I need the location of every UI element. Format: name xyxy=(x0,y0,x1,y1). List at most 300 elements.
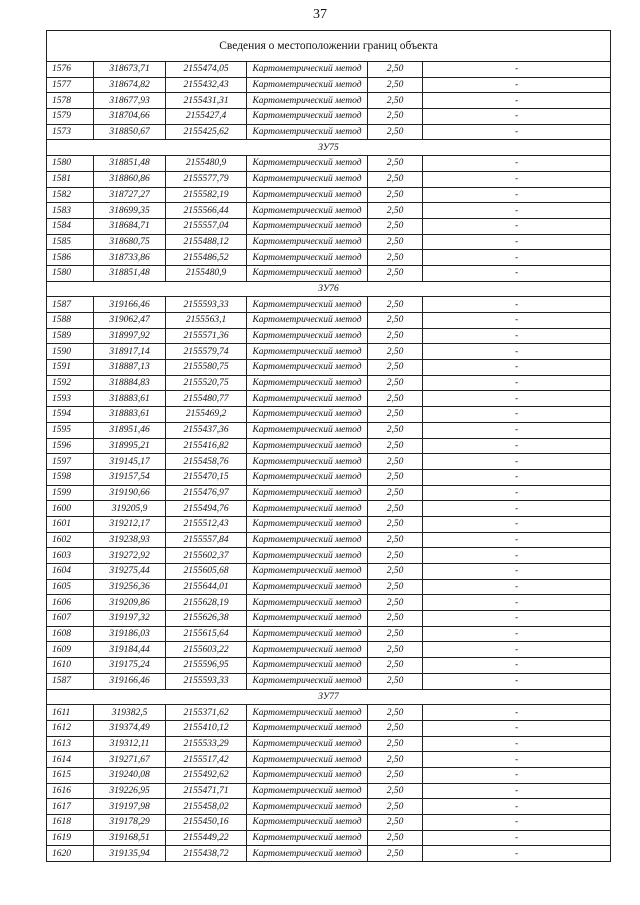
point-number-cell: 1601 xyxy=(47,516,94,532)
x-coordinate-cell: 318733,86 xyxy=(94,250,166,266)
x-coordinate-cell: 319197,98 xyxy=(94,799,166,815)
method-cell: Картометрический метод xyxy=(247,501,368,517)
method-cell: Картометрический метод xyxy=(247,109,368,125)
x-coordinate-cell: 318850,67 xyxy=(94,124,166,140)
x-coordinate-cell: 319312,11 xyxy=(94,736,166,752)
table-title: Сведения о местоположении границ объекта xyxy=(47,31,611,62)
y-coordinate-cell: 2155580,75 xyxy=(166,360,247,376)
accuracy-cell: 2,50 xyxy=(368,767,423,783)
section-header-row xyxy=(47,281,611,297)
method-cell: Картометрический метод xyxy=(247,815,368,831)
description-cell: - xyxy=(423,799,611,815)
description-cell: - xyxy=(423,234,611,250)
table-row xyxy=(47,77,611,93)
point-number-cell: 1579 xyxy=(47,109,94,125)
x-coordinate-cell: 319226,95 xyxy=(94,783,166,799)
y-coordinate-cell: 2155596,95 xyxy=(166,658,247,674)
method-cell: Картометрический метод xyxy=(247,469,368,485)
description-cell: - xyxy=(423,830,611,846)
method-cell: Картометрический метод xyxy=(247,265,368,281)
point-number-cell: 1619 xyxy=(47,830,94,846)
x-coordinate-cell: 319197,32 xyxy=(94,611,166,627)
description-cell: - xyxy=(423,705,611,721)
section-header-row xyxy=(47,689,611,705)
method-cell: Картометрический метод xyxy=(247,234,368,250)
table-row xyxy=(47,313,611,329)
description-cell: - xyxy=(423,485,611,501)
method-cell: Картометрический метод xyxy=(247,250,368,266)
point-number-cell: 1585 xyxy=(47,234,94,250)
table-row xyxy=(47,548,611,564)
method-cell: Картометрический метод xyxy=(247,595,368,611)
description-cell: - xyxy=(423,579,611,595)
point-number-cell: 1589 xyxy=(47,328,94,344)
table-row xyxy=(47,626,611,642)
y-coordinate-cell: 2155492,62 xyxy=(166,767,247,783)
description-cell: - xyxy=(423,516,611,532)
table-row xyxy=(47,767,611,783)
x-coordinate-cell: 318699,35 xyxy=(94,203,166,219)
table-row xyxy=(47,422,611,438)
point-number-cell: 1614 xyxy=(47,752,94,768)
description-cell: - xyxy=(423,783,611,799)
point-number-cell: 1586 xyxy=(47,250,94,266)
description-cell: - xyxy=(423,407,611,423)
description-cell: - xyxy=(423,752,611,768)
y-coordinate-cell: 2155557,84 xyxy=(166,532,247,548)
method-cell: Картометрический метод xyxy=(247,658,368,674)
point-number-cell: 1605 xyxy=(47,579,94,595)
x-coordinate-cell: 318704,66 xyxy=(94,109,166,125)
method-cell: Картометрический метод xyxy=(247,532,368,548)
y-coordinate-cell: 2155602,37 xyxy=(166,548,247,564)
x-coordinate-cell: 319178,29 xyxy=(94,815,166,831)
x-coordinate-cell: 318684,71 xyxy=(94,218,166,234)
accuracy-cell: 2,50 xyxy=(368,846,423,862)
section-header-row xyxy=(47,140,611,156)
table-row xyxy=(47,218,611,234)
point-number-cell: 1615 xyxy=(47,767,94,783)
accuracy-cell: 2,50 xyxy=(368,626,423,642)
method-cell: Картометрический метод xyxy=(247,611,368,627)
y-coordinate-cell: 2155474,05 xyxy=(166,62,247,78)
point-number-cell: 1618 xyxy=(47,815,94,831)
method-cell: Картометрический метод xyxy=(247,313,368,329)
table-row xyxy=(47,564,611,580)
description-cell: - xyxy=(423,454,611,470)
x-coordinate-cell: 318997,92 xyxy=(94,328,166,344)
method-cell: Картометрический метод xyxy=(247,422,368,438)
point-number-cell: 1620 xyxy=(47,846,94,862)
table-row xyxy=(47,93,611,109)
description-cell: - xyxy=(423,438,611,454)
method-cell: Картометрический метод xyxy=(247,767,368,783)
table-row xyxy=(47,736,611,752)
point-number-cell: 1611 xyxy=(47,705,94,721)
accuracy-cell: 2,50 xyxy=(368,93,423,109)
method-cell: Картометрический метод xyxy=(247,344,368,360)
method-cell: Картометрический метод xyxy=(247,218,368,234)
x-coordinate-cell: 319374,49 xyxy=(94,720,166,736)
table-row xyxy=(47,673,611,689)
point-number-cell: 1607 xyxy=(47,611,94,627)
y-coordinate-cell: 2155427,4 xyxy=(166,109,247,125)
x-coordinate-cell: 319272,92 xyxy=(94,548,166,564)
table-row xyxy=(47,532,611,548)
x-coordinate-cell: 319256,36 xyxy=(94,579,166,595)
y-coordinate-cell: 2155520,75 xyxy=(166,375,247,391)
x-coordinate-cell: 319062,47 xyxy=(94,313,166,329)
description-cell: - xyxy=(423,501,611,517)
point-number-cell: 1577 xyxy=(47,77,94,93)
accuracy-cell: 2,50 xyxy=(368,250,423,266)
y-coordinate-cell: 2155449,22 xyxy=(166,830,247,846)
accuracy-cell: 2,50 xyxy=(368,187,423,203)
table-row xyxy=(47,297,611,313)
x-coordinate-cell: 319212,17 xyxy=(94,516,166,532)
y-coordinate-cell: 2155603,22 xyxy=(166,642,247,658)
y-coordinate-cell: 2155450,16 xyxy=(166,815,247,831)
accuracy-cell: 2,50 xyxy=(368,548,423,564)
table-row xyxy=(47,516,611,532)
table-row xyxy=(47,171,611,187)
x-coordinate-cell: 319145,17 xyxy=(94,454,166,470)
description-cell: - xyxy=(423,422,611,438)
table-row xyxy=(47,391,611,407)
y-coordinate-cell: 2155593,33 xyxy=(166,673,247,689)
table-row xyxy=(47,360,611,376)
table-row xyxy=(47,705,611,721)
method-cell: Картометрический метод xyxy=(247,783,368,799)
accuracy-cell: 2,50 xyxy=(368,611,423,627)
description-cell: - xyxy=(423,595,611,611)
point-number-cell: 1587 xyxy=(47,673,94,689)
point-number-cell: 1588 xyxy=(47,313,94,329)
method-cell: Картометрический метод xyxy=(247,705,368,721)
x-coordinate-cell: 319205,9 xyxy=(94,501,166,517)
accuracy-cell: 2,50 xyxy=(368,265,423,281)
section-label: ЗУ75 xyxy=(47,140,611,156)
point-number-cell: 1581 xyxy=(47,171,94,187)
x-coordinate-cell: 318673,71 xyxy=(94,62,166,78)
accuracy-cell: 2,50 xyxy=(368,218,423,234)
y-coordinate-cell: 2155644,01 xyxy=(166,579,247,595)
accuracy-cell: 2,50 xyxy=(368,360,423,376)
y-coordinate-cell: 2155494,76 xyxy=(166,501,247,517)
method-cell: Картометрический метод xyxy=(247,626,368,642)
table-row xyxy=(47,783,611,799)
point-number-cell: 1610 xyxy=(47,658,94,674)
x-coordinate-cell: 318995,21 xyxy=(94,438,166,454)
method-cell: Картометрический метод xyxy=(247,391,368,407)
description-cell: - xyxy=(423,156,611,172)
description-cell: - xyxy=(423,187,611,203)
x-coordinate-cell: 318851,48 xyxy=(94,265,166,281)
point-number-cell: 1616 xyxy=(47,783,94,799)
method-cell: Картометрический метод xyxy=(247,203,368,219)
accuracy-cell: 2,50 xyxy=(368,422,423,438)
method-cell: Картометрический метод xyxy=(247,156,368,172)
point-number-cell: 1582 xyxy=(47,187,94,203)
x-coordinate-cell: 318883,61 xyxy=(94,391,166,407)
table-row xyxy=(47,187,611,203)
accuracy-cell: 2,50 xyxy=(368,375,423,391)
description-cell: - xyxy=(423,265,611,281)
description-cell: - xyxy=(423,720,611,736)
y-coordinate-cell: 2155517,42 xyxy=(166,752,247,768)
point-number-cell: 1591 xyxy=(47,360,94,376)
table-row xyxy=(47,846,611,862)
description-cell: - xyxy=(423,313,611,329)
method-cell: Картометрический метод xyxy=(247,438,368,454)
y-coordinate-cell: 2155577,79 xyxy=(166,171,247,187)
accuracy-cell: 2,50 xyxy=(368,313,423,329)
method-cell: Картометрический метод xyxy=(247,93,368,109)
accuracy-cell: 2,50 xyxy=(368,391,423,407)
accuracy-cell: 2,50 xyxy=(368,736,423,752)
accuracy-cell: 2,50 xyxy=(368,705,423,721)
table-row xyxy=(47,124,611,140)
description-cell: - xyxy=(423,626,611,642)
point-number-cell: 1590 xyxy=(47,344,94,360)
point-number-cell: 1578 xyxy=(47,93,94,109)
y-coordinate-cell: 2155512,43 xyxy=(166,516,247,532)
table-row xyxy=(47,62,611,78)
point-number-cell: 1604 xyxy=(47,564,94,580)
table-title-row xyxy=(47,31,611,62)
accuracy-cell: 2,50 xyxy=(368,62,423,78)
x-coordinate-cell: 318851,48 xyxy=(94,156,166,172)
x-coordinate-cell: 319186,03 xyxy=(94,626,166,642)
y-coordinate-cell: 2155486,52 xyxy=(166,250,247,266)
method-cell: Картометрический метод xyxy=(247,564,368,580)
point-number-cell: 1598 xyxy=(47,469,94,485)
accuracy-cell: 2,50 xyxy=(368,171,423,187)
accuracy-cell: 2,50 xyxy=(368,564,423,580)
y-coordinate-cell: 2155432,43 xyxy=(166,77,247,93)
table-row xyxy=(47,344,611,360)
x-coordinate-cell: 318727,27 xyxy=(94,187,166,203)
y-coordinate-cell: 2155416,82 xyxy=(166,438,247,454)
description-cell: - xyxy=(423,548,611,564)
y-coordinate-cell: 2155488,12 xyxy=(166,234,247,250)
y-coordinate-cell: 2155533,29 xyxy=(166,736,247,752)
table-row xyxy=(47,328,611,344)
accuracy-cell: 2,50 xyxy=(368,438,423,454)
point-number-cell: 1612 xyxy=(47,720,94,736)
table-row xyxy=(47,830,611,846)
method-cell: Картометрический метод xyxy=(247,720,368,736)
accuracy-cell: 2,50 xyxy=(368,673,423,689)
method-cell: Картометрический метод xyxy=(247,62,368,78)
description-cell: - xyxy=(423,564,611,580)
method-cell: Картометрический метод xyxy=(247,642,368,658)
point-number-cell: 1592 xyxy=(47,375,94,391)
page-number: 37 xyxy=(313,7,327,22)
method-cell: Картометрический метод xyxy=(247,485,368,501)
description-cell: - xyxy=(423,846,611,862)
x-coordinate-cell: 318887,13 xyxy=(94,360,166,376)
y-coordinate-cell: 2155563,1 xyxy=(166,313,247,329)
method-cell: Картометрический метод xyxy=(247,579,368,595)
point-number-cell: 1617 xyxy=(47,799,94,815)
point-number-cell: 1583 xyxy=(47,203,94,219)
accuracy-cell: 2,50 xyxy=(368,830,423,846)
x-coordinate-cell: 319209,86 xyxy=(94,595,166,611)
table-row xyxy=(47,752,611,768)
description-cell: - xyxy=(423,250,611,266)
method-cell: Картометрический метод xyxy=(247,407,368,423)
description-cell: - xyxy=(423,532,611,548)
point-number-cell: 1576 xyxy=(47,62,94,78)
method-cell: Картометрический метод xyxy=(247,360,368,376)
accuracy-cell: 2,50 xyxy=(368,642,423,658)
x-coordinate-cell: 319135,94 xyxy=(94,846,166,862)
accuracy-cell: 2,50 xyxy=(368,297,423,313)
point-number-cell: 1584 xyxy=(47,218,94,234)
accuracy-cell: 2,50 xyxy=(368,77,423,93)
x-coordinate-cell: 318860,86 xyxy=(94,171,166,187)
description-cell: - xyxy=(423,218,611,234)
x-coordinate-cell: 318680,75 xyxy=(94,234,166,250)
accuracy-cell: 2,50 xyxy=(368,109,423,125)
table-row xyxy=(47,815,611,831)
method-cell: Картометрический метод xyxy=(247,328,368,344)
description-cell: - xyxy=(423,93,611,109)
x-coordinate-cell: 318951,46 xyxy=(94,422,166,438)
description-cell: - xyxy=(423,124,611,140)
y-coordinate-cell: 2155626,38 xyxy=(166,611,247,627)
table-row xyxy=(47,109,611,125)
x-coordinate-cell: 319166,46 xyxy=(94,297,166,313)
x-coordinate-cell: 319166,46 xyxy=(94,673,166,689)
description-cell: - xyxy=(423,77,611,93)
description-cell: - xyxy=(423,297,611,313)
accuracy-cell: 2,50 xyxy=(368,595,423,611)
point-number-cell: 1599 xyxy=(47,485,94,501)
x-coordinate-cell: 319238,93 xyxy=(94,532,166,548)
method-cell: Картометрический метод xyxy=(247,454,368,470)
y-coordinate-cell: 2155410,12 xyxy=(166,720,247,736)
accuracy-cell: 2,50 xyxy=(368,720,423,736)
method-cell: Картометрический метод xyxy=(247,799,368,815)
table-row xyxy=(47,611,611,627)
y-coordinate-cell: 2155582,19 xyxy=(166,187,247,203)
x-coordinate-cell: 318917,14 xyxy=(94,344,166,360)
section-label: ЗУ77 xyxy=(47,689,611,705)
description-cell: - xyxy=(423,171,611,187)
description-cell: - xyxy=(423,375,611,391)
point-number-cell: 1595 xyxy=(47,422,94,438)
x-coordinate-cell: 319175,24 xyxy=(94,658,166,674)
method-cell: Картометрический метод xyxy=(247,77,368,93)
description-cell: - xyxy=(423,109,611,125)
point-number-cell: 1613 xyxy=(47,736,94,752)
point-number-cell: 1609 xyxy=(47,642,94,658)
table-row xyxy=(47,234,611,250)
y-coordinate-cell: 2155425,62 xyxy=(166,124,247,140)
description-cell: - xyxy=(423,736,611,752)
point-number-cell: 1597 xyxy=(47,454,94,470)
point-number-cell: 1594 xyxy=(47,407,94,423)
y-coordinate-cell: 2155566,44 xyxy=(166,203,247,219)
accuracy-cell: 2,50 xyxy=(368,328,423,344)
accuracy-cell: 2,50 xyxy=(368,234,423,250)
y-coordinate-cell: 2155458,02 xyxy=(166,799,247,815)
boundary-coordinates-table xyxy=(46,30,611,862)
x-coordinate-cell: 319275,44 xyxy=(94,564,166,580)
point-number-cell: 1580 xyxy=(47,265,94,281)
description-cell: - xyxy=(423,611,611,627)
accuracy-cell: 2,50 xyxy=(368,124,423,140)
table-row xyxy=(47,438,611,454)
point-number-cell: 1602 xyxy=(47,532,94,548)
y-coordinate-cell: 2155476,97 xyxy=(166,485,247,501)
table-row xyxy=(47,658,611,674)
method-cell: Картометрический метод xyxy=(247,846,368,862)
y-coordinate-cell: 2155431,31 xyxy=(166,93,247,109)
method-cell: Картометрический метод xyxy=(247,375,368,391)
point-number-cell: 1593 xyxy=(47,391,94,407)
table-row xyxy=(47,407,611,423)
accuracy-cell: 2,50 xyxy=(368,752,423,768)
y-coordinate-cell: 2155458,76 xyxy=(166,454,247,470)
accuracy-cell: 2,50 xyxy=(368,579,423,595)
y-coordinate-cell: 2155557,04 xyxy=(166,218,247,234)
method-cell: Картометрический метод xyxy=(247,297,368,313)
table-row xyxy=(47,265,611,281)
method-cell: Картометрический метод xyxy=(247,171,368,187)
accuracy-cell: 2,50 xyxy=(368,203,423,219)
method-cell: Картометрический метод xyxy=(247,736,368,752)
table-row xyxy=(47,375,611,391)
table-row xyxy=(47,250,611,266)
y-coordinate-cell: 2155471,71 xyxy=(166,783,247,799)
point-number-cell: 1573 xyxy=(47,124,94,140)
y-coordinate-cell: 2155469,2 xyxy=(166,407,247,423)
table-row xyxy=(47,579,611,595)
x-coordinate-cell: 319168,51 xyxy=(94,830,166,846)
table-row xyxy=(47,485,611,501)
description-cell: - xyxy=(423,328,611,344)
table-row xyxy=(47,501,611,517)
method-cell: Картометрический метод xyxy=(247,516,368,532)
point-number-cell: 1587 xyxy=(47,297,94,313)
table-row xyxy=(47,203,611,219)
table-row xyxy=(47,720,611,736)
point-number-cell: 1600 xyxy=(47,501,94,517)
y-coordinate-cell: 2155437,36 xyxy=(166,422,247,438)
y-coordinate-cell: 2155615,64 xyxy=(166,626,247,642)
table-row xyxy=(47,469,611,485)
accuracy-cell: 2,50 xyxy=(368,516,423,532)
description-cell: - xyxy=(423,62,611,78)
accuracy-cell: 2,50 xyxy=(368,501,423,517)
description-cell: - xyxy=(423,391,611,407)
table-row xyxy=(47,595,611,611)
description-cell: - xyxy=(423,767,611,783)
accuracy-cell: 2,50 xyxy=(368,469,423,485)
description-cell: - xyxy=(423,203,611,219)
y-coordinate-cell: 2155571,36 xyxy=(166,328,247,344)
description-cell: - xyxy=(423,673,611,689)
accuracy-cell: 2,50 xyxy=(368,485,423,501)
x-coordinate-cell: 319240,08 xyxy=(94,767,166,783)
point-number-cell: 1603 xyxy=(47,548,94,564)
section-label: ЗУ76 xyxy=(47,281,611,297)
x-coordinate-cell: 319190,66 xyxy=(94,485,166,501)
point-number-cell: 1608 xyxy=(47,626,94,642)
